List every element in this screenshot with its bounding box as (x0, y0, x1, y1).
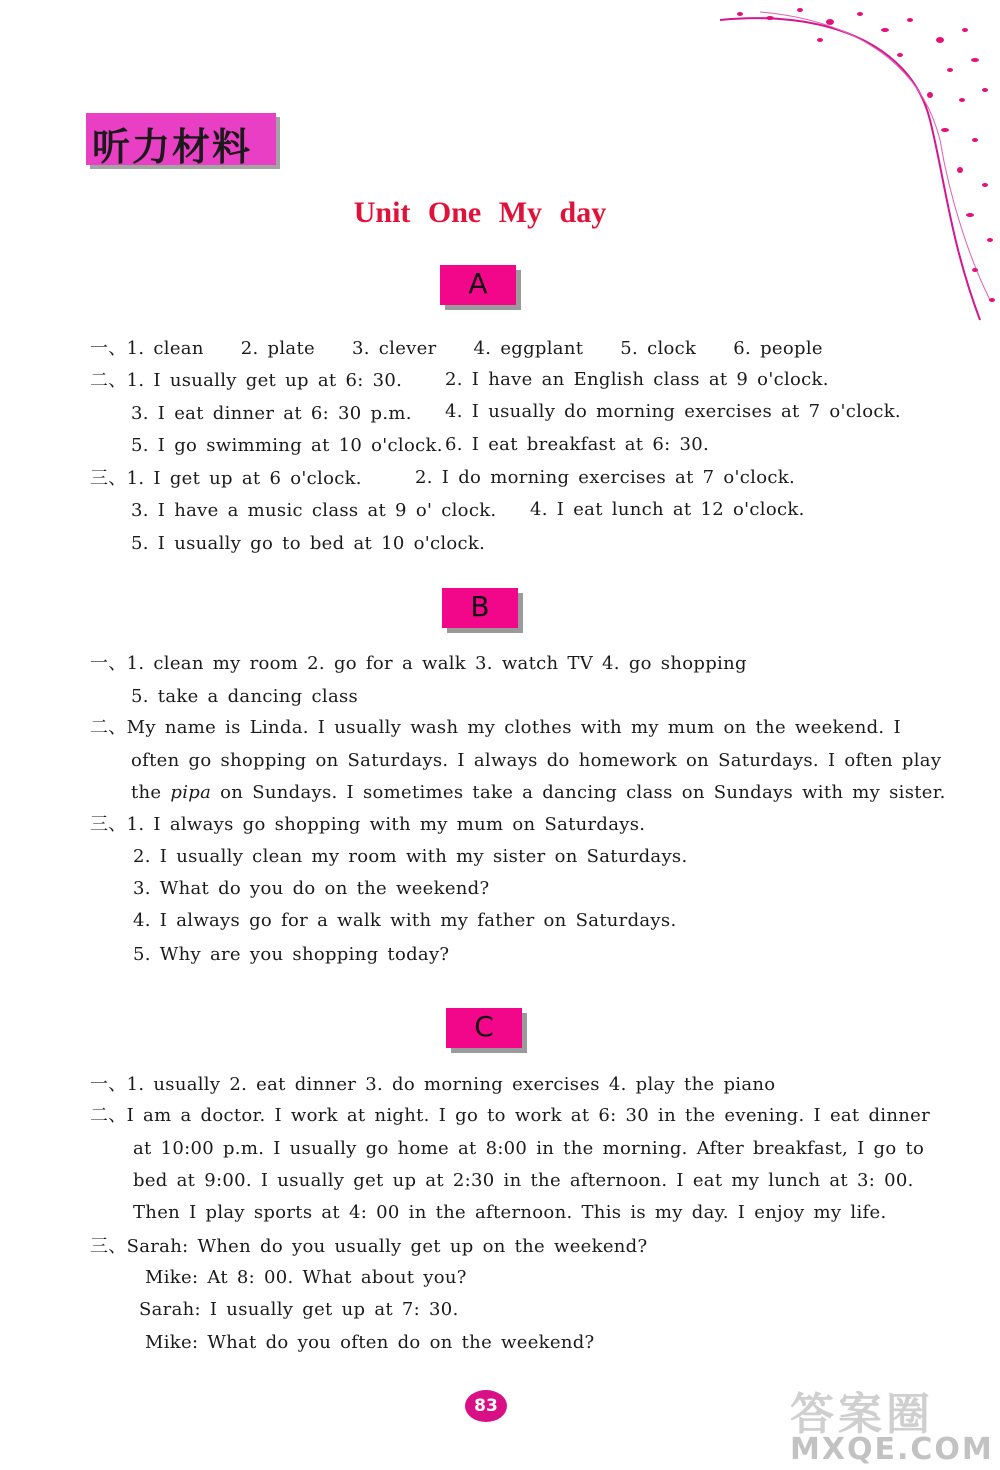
section-a-label: A (468, 267, 488, 300)
b-para-3 (131, 782, 946, 804)
petal-decoration (700, 0, 1000, 330)
c-dialog-4: Mike: What do you often do on the weekend? (145, 1332, 595, 1353)
c-para-4: Then I play sports at 4: 00 in the afternoon. This is my day. I enjoy my life. (133, 1202, 887, 1223)
b-line-2: 5. take a dancing class (131, 686, 359, 707)
a-line-2a: 二、1. I usually get up at 6: 30. (90, 370, 403, 391)
a-item-2: 2. plate (240, 338, 315, 359)
page-number-badge: 83 (465, 1390, 507, 1422)
unit-title: Unit One My day (353, 196, 607, 229)
a-item-6: 6. people (733, 338, 823, 359)
b-para-1: 二、My name is Linda. I usually wash my clothes with my mum on the weekend. I (90, 717, 901, 738)
a-item-4: 4. eggplant (473, 338, 584, 359)
b-q-2: 2. I usually clean my room with my sister on Saturdays. (133, 846, 688, 867)
b-para-3-em: pipa (170, 782, 212, 803)
a-line-6a: 3. I have a music class at 9 o' clock. (131, 500, 497, 521)
c-para-2: at 10:00 p.m. I usually go home at 8:00 in the morning. After breakfast, I go to (133, 1138, 925, 1159)
b-para-3-pre: the (131, 782, 171, 803)
a-line-1 (90, 338, 823, 360)
a-line-7: 5. I usually go to bed at 10 o'clock. (131, 533, 486, 554)
b-para-2: often go shopping on Saturdays. I always do homework on Saturdays. I often play (131, 750, 942, 771)
b-q-3: 3. What do you do on the weekend? (133, 878, 490, 899)
c-dialog-3: Sarah: I usually get up at 7: 30. (139, 1299, 459, 1320)
section-c-label: C (474, 1010, 494, 1043)
c-dialog-2: Mike: At 8: 00. What about you? (145, 1267, 467, 1288)
b-q-1: 三、1. I always go shopping with my mum on Saturdays. (90, 814, 646, 835)
a-item-1: 一、1. clean (90, 338, 204, 359)
a-item-5: 5. clock (620, 338, 697, 359)
section-b-label: B (470, 590, 490, 623)
a-line-5a: 三、1. I get up at 6 o'clock. (90, 468, 362, 489)
a-item-3: 3. clever (351, 338, 437, 359)
c-dialog-1: 三、Sarah: When do you usually get up on the weekend? (90, 1236, 648, 1257)
a-line-4a: 5. I go swimming at 10 o'clock. (131, 435, 443, 456)
a-line-5b: 2. I do morning exercises at 7 o'clock. (415, 467, 795, 488)
c-line-1: 一、1. usually 2. eat dinner 3. do morning exercises 4. play the piano (90, 1074, 776, 1095)
a-line-4b: 6. I eat breakfast at 6: 30. (445, 434, 710, 455)
a-line-2b: 2. I have an English class at 9 o'clock. (445, 369, 829, 390)
b-q-5: 5. Why are you shopping today? (133, 944, 450, 965)
watermark-logo: 答案圈 (790, 1389, 934, 1440)
b-line-1: 一、1. clean my room 2. go for a walk 3. watch TV 4. go shopping (90, 653, 747, 674)
c-para-1: 二、I am a doctor. I work at night. I go to work at 6: 30 in the evening. I eat dinner (90, 1105, 931, 1126)
b-para-3-post: on Sundays. I sometimes take a dancing class on Sundays with my sister. (211, 782, 946, 803)
a-line-3a: 3. I eat dinner at 6: 30 p.m. (131, 403, 412, 424)
b-q-4: 4. I always go for a walk with my father on Saturdays. (133, 910, 677, 931)
watermark-url: MXQE.COM (790, 1432, 994, 1467)
a-line-3b: 4. I usually do morning exercises at 7 o'clock. (445, 401, 901, 422)
a-line-6b: 4. I eat lunch at 12 o'clock. (530, 499, 805, 520)
c-para-3: bed at 9:00. I usually get up at 2:30 in the afternoon. I eat my lunch at 3: 00. (133, 1170, 914, 1191)
page-title: 听力材料 (92, 125, 253, 169)
